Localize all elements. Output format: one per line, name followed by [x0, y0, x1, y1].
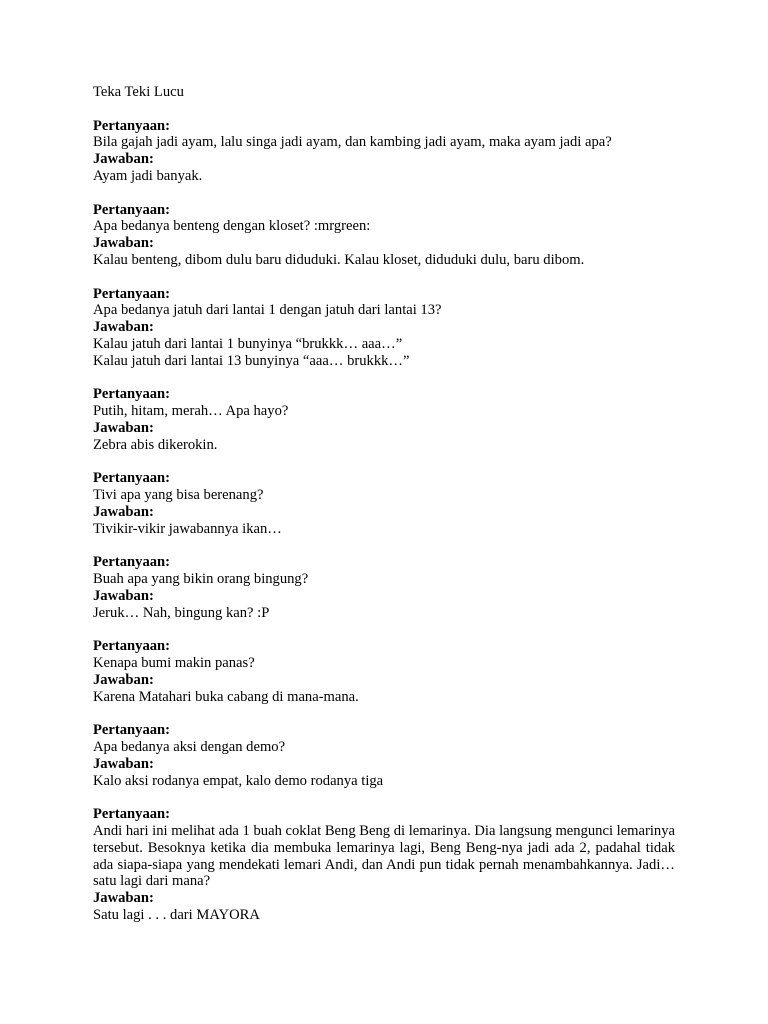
answer-text: Karena Matahari buka cabang di mana-mana.	[93, 688, 359, 705]
answer-label: Jawaban:	[93, 419, 154, 436]
qa-item-6	[93, 554, 675, 621]
answer-label: Jawaban:	[93, 503, 154, 520]
qa-item-1	[93, 118, 675, 185]
qa-item-7	[93, 638, 675, 705]
question-label: Pertanyaan:	[93, 117, 171, 134]
question-label: Pertanyaan:	[93, 554, 171, 571]
question-text: Kenapa bumi makin panas?	[93, 655, 255, 672]
qa-item-8	[93, 722, 675, 789]
question-label: Pertanyaan:	[93, 722, 171, 739]
qa-item-4	[93, 386, 675, 453]
answer-text: Kalau jatuh dari lantai 13 bunyinya “aaa… brukkk…”	[93, 352, 410, 369]
question-text: Apa bedanya benteng dengan kloset? :mrgreen:	[93, 218, 371, 235]
answer-text: Kalo aksi rodanya empat, kalo demo rodanya tiga	[93, 772, 384, 789]
answer-text: Kalau jatuh dari lantai 1 bunyinya “brukkk… aaa…”	[93, 335, 403, 352]
answer-text: Jeruk… Nah, bingung kan? :P	[93, 604, 270, 621]
question-text: Andi hari ini melihat ada 1 buah coklat Beng Beng di lemarinya. Dia langsung mengunci lemarinya tersebut. Besoknya ketika dia membuka lemarinya lagi, Beng Beng-nya jadi ada 2, padahal tidak ada siapa-siapa yang mendekati lemari Andi, dan Andi pun tidak pernah menambahkannya. Jadi… satu lagi dari mana?	[93, 823, 675, 890]
document-page	[93, 84, 675, 941]
answer-label: Jawaban:	[93, 151, 154, 168]
answer-text: Tivikir-vikir jawabannya ikan…	[93, 520, 282, 537]
question-label: Pertanyaan:	[93, 285, 171, 302]
qa-item-2	[93, 202, 675, 269]
question-label: Pertanyaan:	[93, 386, 171, 403]
qa-item-3	[93, 286, 675, 370]
answer-label: Jawaban:	[93, 319, 154, 336]
question-text: Bila gajah jadi ayam, lalu singa jadi ayam, dan kambing jadi ayam, maka ayam jadi apa?	[93, 134, 612, 151]
document-title: Teka Teki Lucu	[93, 84, 184, 100]
question-label: Pertanyaan:	[93, 201, 171, 218]
question-text: Tivi apa yang bisa berenang?	[93, 487, 264, 504]
question-label: Pertanyaan:	[93, 806, 171, 823]
question-text: Apa bedanya jatuh dari lantai 1 dengan jatuh dari lantai 13?	[93, 302, 442, 319]
answer-text: Ayam jadi banyak.	[93, 167, 203, 184]
answer-label: Jawaban:	[93, 235, 154, 252]
answer-label: Jawaban:	[93, 671, 154, 688]
answer-label: Jawaban:	[93, 587, 154, 604]
qa-item-9	[93, 806, 675, 924]
question-text: Putih, hitam, merah… Apa hayo?	[93, 403, 289, 420]
answer-text: Satu lagi . . . dari MAYORA	[93, 907, 260, 924]
question-label: Pertanyaan:	[93, 470, 171, 487]
question-text: Buah apa yang bikin orang bingung?	[93, 571, 309, 588]
qa-item-5	[93, 470, 675, 537]
question-text: Apa bedanya aksi dengan demo?	[93, 739, 286, 756]
question-label: Pertanyaan:	[93, 638, 171, 655]
answer-label: Jawaban:	[93, 755, 154, 772]
answer-label: Jawaban:	[93, 890, 154, 907]
answer-text: Kalau benteng, dibom dulu baru diduduki. Kalau kloset, diduduki dulu, baru dibom.	[93, 251, 585, 268]
answer-text: Zebra abis dikerokin.	[93, 436, 218, 453]
